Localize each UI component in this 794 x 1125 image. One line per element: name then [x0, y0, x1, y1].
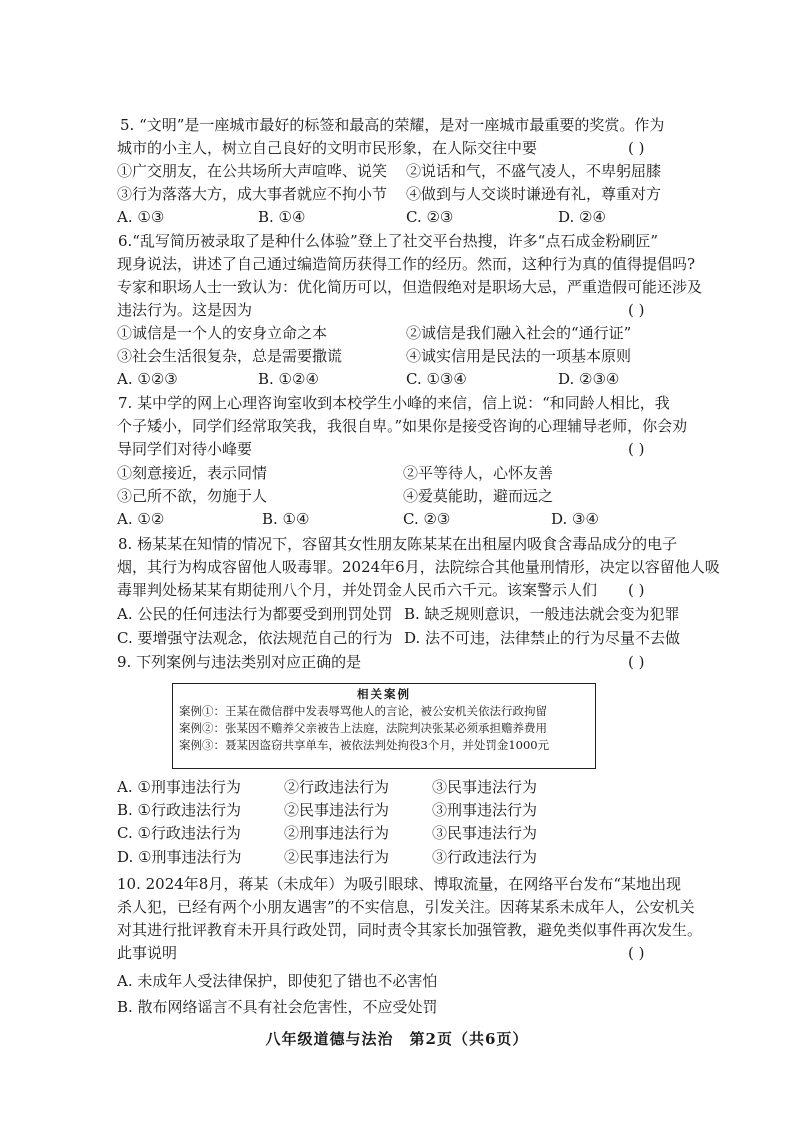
q5-option-2: ②说话和气，不盛气凌人，不卑躬屈膝: [406, 162, 662, 180]
q7-option-3: ③己所不欲，勿施于人: [117, 487, 268, 505]
case-1: 案例①：王某在微信群中发表辱骂他人的言论，被公安机关依法行政拘留: [179, 704, 547, 718]
q6-answer-paren: ( ): [628, 301, 645, 319]
q7-choice-c: C. ②③: [403, 510, 451, 528]
q6-option-2: ②诚信是我们融入社会的“通行证”: [406, 324, 632, 342]
q8-answer-paren: ( ): [628, 581, 645, 599]
q7-choice-d: D. ③④: [551, 510, 599, 528]
page-footer: 八年级道德与法治 第2页（共6页）: [265, 1030, 529, 1048]
q5-option-1: ①广交朋友，在公共场所大声喧哗、说笑: [117, 162, 388, 180]
case-table-title: 相关案例: [357, 687, 411, 701]
q7-choice-a: A. ①②: [117, 510, 165, 528]
q5-option-4: ④做到与人交谈时谦逊有礼，尊重对方: [406, 185, 662, 203]
q5-answer-paren: ( ): [628, 139, 645, 157]
q9-answer-paren: ( ): [628, 653, 645, 671]
q7-option-2: ②平等待人，心怀友善: [403, 464, 554, 482]
q8-choice-d: D. 法不可违，法律禁止的行为尽量不去做: [404, 629, 681, 647]
q6-choice-a: A. ①②③: [117, 370, 178, 388]
q5-choice-a: A. ①③: [117, 208, 165, 226]
case-2: 案例②：张某因不赡养父亲被告上法庭，法院判决张某必须承担赡养费用: [179, 721, 547, 735]
exam-page: 5. “文明”是一座城市最好的标签和最高的荣耀，是对一座城市最重要的奖赏。作为 城市的小主人，树立自己良好的文明市民形象，在人际交往中要 ( ) ①广交朋友，在公共场所大声喧哗、说笑 ②说话和气，不盛气凌人，不卑躬屈膝 ③行为落落大方，成大事者就应不拘小节 ④做到与人交谈时谦逊有礼，尊重对方 A. ①③ B. ①④ C. ②③ D. ②④ 6.“乱写简历被录取了是种什么体验”登上了社交平台热搜，许多“点石成金粉刷匠” 现身说法，讲述了自己通过编造简历获得工作的经历。然而，这种行为真的值得提倡吗? 专家和职场人士一致认为：优化简历可以，但造假绝对是职场大忌，严重造假可能还涉及 违法行为。这是因为 ( ) ①诚信是一个人的安身立命之本 ②诚信是我们融入社会的“通行证” ③社会生活很复杂，总是需要撒谎 ④诚实信用是民法的一项基本原则 A. ①②③ B. ①②④ C. ①③④ D. ②③④ 7. 某中学的网上心理咨询室收到本校学生小峰的来信，信上说：“和同龄人相比，我 个子矮小，同学们经常取笑我，我很自卑。”如果你是接受咨询的心理辅导老师，你会劝 导同学们对待小峰要 ( ) ①刻意接近，表示同情 ②平等待人，心怀友善 ③己所不欲，勿施于人 ④爱莫能助，避而远之 A. ①② B. ①④ C. ②③ D. ③④ 8. 杨某某在知情的情况下，容留其女性朋友陈某某在出租屋内吸食含毒品成分的电子 烟，其行为构成容留他人吸毒罪。2024年6月，法院综合其他量刑情形，决定以容留他人吸 毒罪判处杨某某有期徒刑八个月，并处罚金人民币六千元。该案警示人们 ( ) A. 公民的任何违法行为都要受到刑罚处罚 B. 缺乏规则意识，一般违法就会变为犯罪 C. 要增强守法观念，依法规范自己的行为 D. 法不可违，法律禁止的行为尽量不去做 9. 下列案例与违法类别对应正确的是 ( ) 相关案例 案例①：王某在微信群中发表辱骂他人的言论，被公安机关依法行政拘留 案例②：张某因不赡养父亲被告上法庭，法院判决张某必须承担赡养费用 案例③：聂某因盗窃共享单车，被依法判处拘役3个月，并处罚金1000元 A. ①刑事违法行为 ②行政违法行为 ③民事违法行为 B. ①行政违法行为 ②民事违法行为 ③刑事违法行为 C. ①行政违法行为 ②刑事违法行为 ③民事违法行为 D. ①刑事违法行为 ②民事违法行为 ③行政违法行为 10. 2024年8月，蒋某（未成年）为吸引眼球、博取流量，在网络平台发布“某地出现 杀人犯，已经有两个小朋友遇害”的不实信息，引发关注。因蒋某系未成年人，公安机关 对其进行批评教育未开具行政处罚，同时责令其家长加强管教，避免类似事件再次发生。 此事说明 ( ) A. 未成年人受法律保护，即使犯了错也不必害怕 B. 散布网络谣言不具有社会危害性，不应受处罚 八年级道德与法治 第2页（共6页）: [0, 0, 794, 1125]
q6-option-3: ③社会生活很复杂，总是需要撒谎: [117, 347, 343, 365]
q7-option-1: ①刻意接近，表示同情: [117, 464, 268, 482]
q5-choice-d: D. ②④: [558, 208, 606, 226]
case-table-box: [172, 683, 596, 769]
q5-option-3: ③行为落落大方，成大事者就应不拘小节: [117, 185, 388, 203]
q7-answer-paren: ( ): [628, 440, 645, 458]
q6-choice-d: D. ②③④: [558, 370, 620, 388]
q6-choice-b: B. ①②④: [258, 370, 319, 388]
case-3: 案例③：聂某因盗窃共享单车，被依法判处拘役3个月，并处罚金1000元: [179, 738, 550, 752]
q8-choice-c: C. 要增强守法观念，依法规范自己的行为: [117, 629, 393, 647]
q6-option-1: ①诚信是一个人的安身立命之本: [117, 324, 328, 342]
q10-answer-paren: ( ): [628, 944, 645, 962]
q7-choice-b: B. ①④: [262, 510, 310, 528]
q7-option-4: ④爱莫能助，避而远之: [403, 487, 554, 505]
q8-choice-a: A. 公民的任何违法行为都要受到刑罚处罚: [117, 605, 393, 623]
q8-choice-b: B. 缺乏规则意识，一般违法就会变为犯罪: [404, 605, 680, 623]
q5-choice-b: B. ①④: [258, 208, 306, 226]
q6-option-4: ④诚实信用是民法的一项基本原则: [406, 347, 632, 365]
q6-choice-c: C. ①③④: [406, 370, 467, 388]
q5-choice-c: C. ②③: [406, 208, 454, 226]
